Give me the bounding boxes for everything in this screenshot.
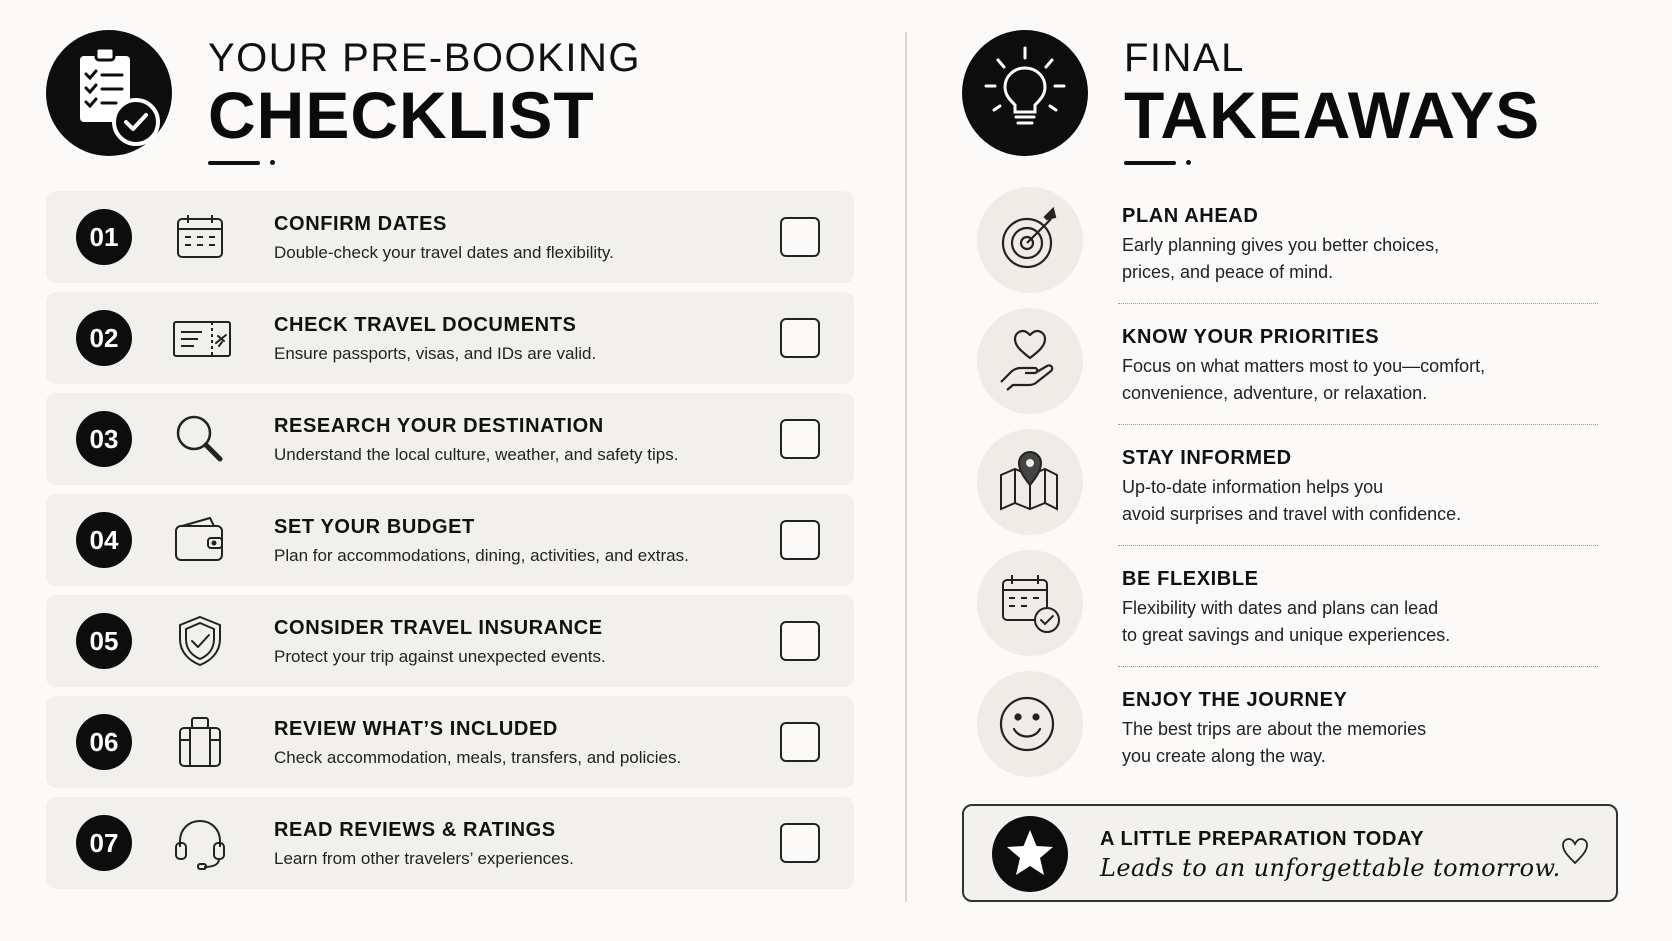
checklist-item	[46, 292, 854, 384]
item-number: 03	[76, 411, 132, 467]
title-underline	[1124, 160, 1540, 165]
quote-script: Leads to an unforgettable tomorrow.	[1100, 854, 1561, 882]
item-description: Check accommodation, meals, transfers, and policies.	[274, 748, 682, 767]
checklist-item	[46, 393, 854, 485]
dotted-separator	[1118, 545, 1598, 546]
item-title: CONSIDER TRAVEL INSURANCE	[274, 617, 603, 639]
item-description: Learn from other travelers’ experiences.	[274, 849, 574, 868]
takeaway-title: ENJOY THE JOURNEY	[1122, 689, 1348, 711]
takeaway-line: convenience, adventure, or relaxation.	[1122, 383, 1428, 403]
item-checkbox[interactable]	[780, 722, 820, 762]
takeaway-item	[962, 550, 1642, 671]
takeaways-header	[962, 30, 1642, 165]
star-icon	[992, 816, 1068, 892]
takeaways-section	[962, 30, 1642, 882]
heart-outline-icon	[1560, 836, 1590, 871]
item-title: RESEARCH YOUR DESTINATION	[274, 415, 604, 437]
takeaway-line: you create along the way.	[1122, 746, 1326, 766]
item-description: Plan for accommodations, dining, activities, and extras.	[274, 546, 689, 565]
checklist-item	[46, 494, 854, 586]
item-number: 05	[76, 613, 132, 669]
shield-check-icon	[172, 613, 228, 669]
item-checkbox[interactable]	[780, 419, 820, 459]
takeaway-line: Flexibility with dates and plans can lead	[1122, 598, 1439, 618]
magnifier-icon	[172, 411, 228, 467]
item-number: 07	[76, 815, 132, 871]
item-number: 04	[76, 512, 132, 568]
takeaway-item	[962, 429, 1642, 550]
lightbulb-icon	[962, 30, 1088, 156]
item-title: CONFIRM DATES	[274, 213, 447, 235]
takeaway-item	[962, 671, 1642, 792]
checklist-item	[46, 595, 854, 687]
quote-title: A LITTLE PREPARATION TODAY	[1100, 828, 1425, 850]
checklist-header	[46, 30, 858, 165]
takeaway-line: Up-to-date information helps you	[1122, 477, 1384, 497]
item-number: 06	[76, 714, 132, 770]
item-checkbox[interactable]	[780, 823, 820, 863]
takeaways-title: TAKEAWAYS	[1124, 78, 1541, 152]
item-title: SET YOUR BUDGET	[274, 516, 475, 538]
ticket-plane-icon	[172, 310, 228, 366]
takeaway-line: The best trips are about the memories	[1122, 719, 1427, 739]
heart-hand-icon	[977, 308, 1083, 414]
dotted-separator	[1118, 303, 1598, 304]
takeaway-title: KNOW YOUR PRIORITIES	[1122, 326, 1380, 348]
suitcase-icon	[172, 714, 228, 770]
dotted-separator	[1118, 424, 1598, 425]
item-number: 02	[76, 310, 132, 366]
takeaway-line: to great savings and unique experiences.	[1122, 625, 1451, 645]
takeaway-title: STAY INFORMED	[1122, 447, 1292, 469]
quote-banner	[962, 804, 1618, 902]
item-description: Protect your trip against unexpected events.	[274, 647, 606, 666]
checklist-item	[46, 191, 854, 283]
takeaway-line: Early planning gives you better choices,	[1122, 235, 1440, 255]
takeaways-kicker: FINAL	[1124, 36, 1245, 80]
calendar-icon	[172, 209, 228, 265]
item-title: READ REVIEWS & RATINGS	[274, 819, 556, 841]
item-description: Ensure passports, visas, and IDs are valid.	[274, 344, 597, 363]
calendar-check-icon	[977, 550, 1083, 656]
takeaway-title: BE FLEXIBLE	[1122, 568, 1259, 590]
checklist-title: CHECKLIST	[208, 78, 595, 152]
item-title: REVIEW WHAT’S INCLUDED	[274, 718, 558, 740]
item-checkbox[interactable]	[780, 318, 820, 358]
clipboard-check-icon	[46, 30, 172, 156]
target-icon	[977, 187, 1083, 293]
checklist	[46, 191, 858, 889]
item-number: 01	[76, 209, 132, 265]
smiley-icon	[977, 671, 1083, 777]
item-description: Double-check your travel dates and flexibility.	[274, 243, 614, 262]
column-divider	[905, 32, 907, 902]
item-description: Understand the local culture, weather, and safety tips.	[274, 445, 679, 464]
takeaways-list	[962, 187, 1642, 792]
takeaway-line: avoid surprises and travel with confidence.	[1122, 504, 1462, 524]
takeaway-item	[962, 187, 1642, 308]
takeaway-line: Focus on what matters most to you—comfort,	[1122, 356, 1486, 376]
checklist-kicker: YOUR PRE-BOOKING	[208, 36, 641, 80]
item-checkbox[interactable]	[780, 520, 820, 560]
checklist-item	[46, 797, 854, 889]
title-underline	[208, 160, 641, 165]
item-checkbox[interactable]	[780, 217, 820, 257]
dotted-separator	[1118, 666, 1598, 667]
map-pin-icon	[977, 429, 1083, 535]
wallet-icon	[172, 512, 228, 568]
takeaway-item	[962, 308, 1642, 429]
takeaway-title: PLAN AHEAD	[1122, 205, 1259, 227]
item-title: CHECK TRAVEL DOCUMENTS	[274, 314, 577, 336]
item-checkbox[interactable]	[780, 621, 820, 661]
takeaway-line: prices, and peace of mind.	[1122, 262, 1334, 282]
headset-icon	[172, 815, 228, 871]
checklist-section	[46, 30, 858, 898]
checklist-item	[46, 696, 854, 788]
